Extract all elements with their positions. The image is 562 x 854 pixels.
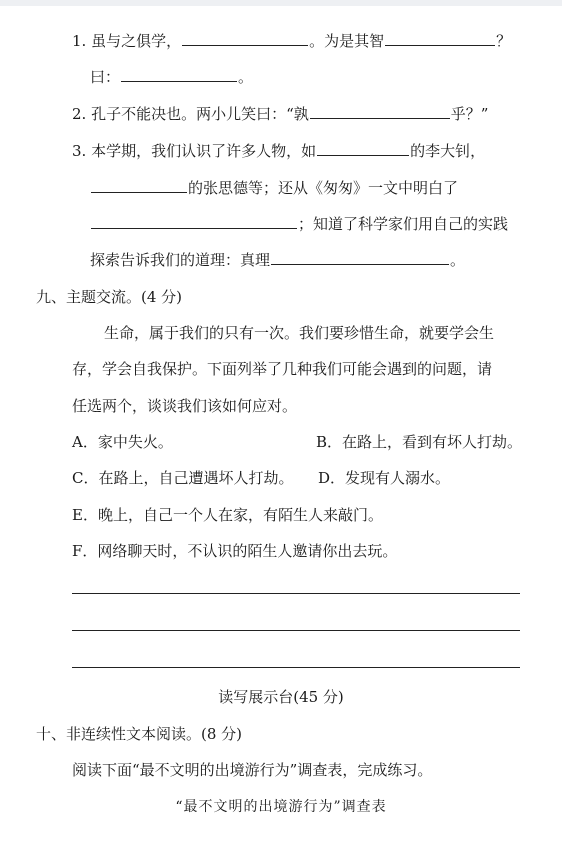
q10-heading: 十、非连续性文本阅读。(8 分) <box>36 725 243 743</box>
q8-item1-line2 <box>90 67 253 87</box>
answer-blank[interactable] <box>121 67 237 82</box>
item-number: 1. <box>72 32 87 50</box>
q8-item1-line1 <box>72 31 511 51</box>
answer-blank[interactable] <box>91 214 297 229</box>
q10-instruction: 阅读下面“最不文明的出境游行为”调查表，完成练习。 <box>72 761 433 779</box>
answer-line-3[interactable] <box>72 667 520 668</box>
top-strip <box>0 0 562 6</box>
text-segment: 孔子不能决也。两小儿笑曰：“孰 <box>91 105 309 123</box>
q8-item2 <box>72 104 488 124</box>
q9-option-c: C．在路上，自己遭遇坏人打劫。 <box>72 469 294 487</box>
q9-option-d: D．发现有人溺水。 <box>318 469 451 487</box>
q9-option-e: E．晚上，自己一个人在家，有陌生人来敲门。 <box>72 506 383 524</box>
q8-item3-line4 <box>90 250 465 270</box>
q9-heading: 九、主题交流。(4 分) <box>36 288 183 306</box>
text-segment: 探索告诉我们的道理：真理 <box>90 251 271 269</box>
q9-intro-line1: 生命，属于我们的只有一次。我们要珍惜生命，就要学会生 <box>104 324 495 342</box>
answer-blank[interactable] <box>91 178 187 193</box>
q8-item3-line2 <box>90 178 458 198</box>
answer-blank[interactable] <box>310 104 450 119</box>
text-segment: 本学期，我们认识了许多人物，如 <box>91 142 317 160</box>
text-segment: 乎？” <box>450 105 489 123</box>
text-segment: ；知道了科学家们用自己的实践 <box>298 215 509 233</box>
text-segment: 。 <box>238 68 254 86</box>
q9-option-b: B．在路上，看到有坏人打劫。 <box>316 433 523 451</box>
q9-option-a: A．家中失火。 <box>72 433 173 451</box>
answer-line-2[interactable] <box>72 630 520 631</box>
q9-option-f: F．网络聊天时，不认识的陌生人邀请你出去玩。 <box>72 542 398 560</box>
q9-intro-line2: 存，学会自我保护。下面列举了几种我们可能会遇到的问题，请 <box>72 360 493 378</box>
answer-blank[interactable] <box>317 141 409 156</box>
text-segment: 。 <box>450 251 466 269</box>
text-segment: 的张思德等；还从《匆匆》一文中明白了 <box>188 179 459 197</box>
answer-blank[interactable] <box>182 31 308 46</box>
text-segment: ？ <box>496 32 512 50</box>
q8-item3-line1 <box>72 141 485 161</box>
table-title: “最不文明的出境游行为”调查表 <box>175 799 387 815</box>
answer-line-1[interactable] <box>72 593 520 594</box>
section-title: 读写展示台(45 分) <box>218 688 344 706</box>
answer-blank[interactable] <box>271 250 449 265</box>
text-segment: 的李大钊， <box>410 142 486 160</box>
answer-blank[interactable] <box>385 31 495 46</box>
text-segment: 虽与之俱学， <box>91 32 182 50</box>
q8-item3-line3 <box>90 214 508 234</box>
text-segment: 。为是其智 <box>309 32 385 50</box>
text-segment: 曰： <box>90 68 121 86</box>
item-number: 3. <box>72 142 87 160</box>
q9-intro-line3: 任选两个，谈谈我们该如何应对。 <box>72 397 298 415</box>
item-number: 2. <box>72 105 87 123</box>
